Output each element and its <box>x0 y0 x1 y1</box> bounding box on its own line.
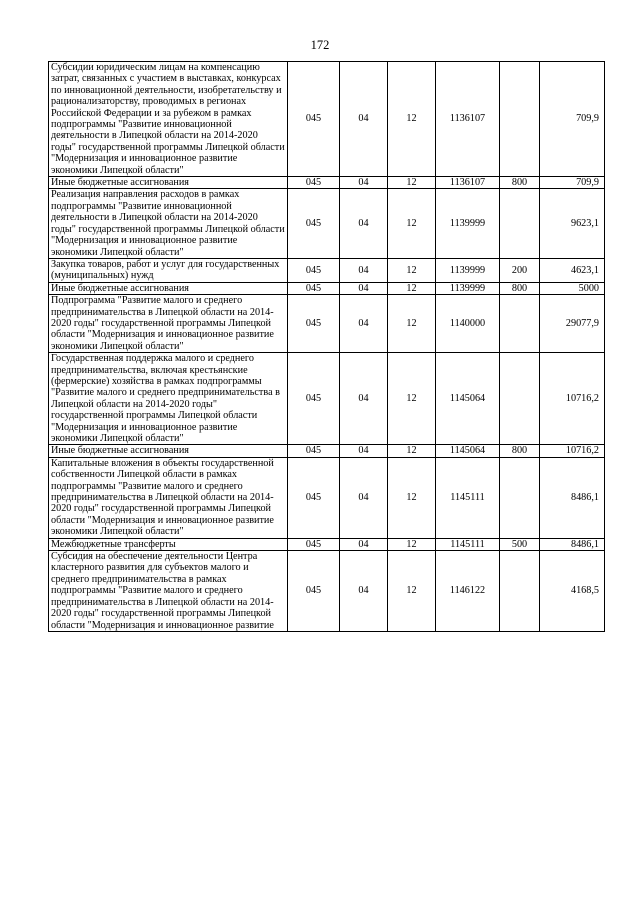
section-code: 04 <box>340 258 388 282</box>
target-article-code: 1136107 <box>436 62 500 177</box>
subsection-code: 12 <box>388 282 436 294</box>
section-code: 04 <box>340 282 388 294</box>
table-row <box>49 445 605 457</box>
subsection-code: 12 <box>388 445 436 457</box>
table-row <box>49 258 605 282</box>
ministry-code: 045 <box>288 282 340 294</box>
subsection-code: 12 <box>388 189 436 258</box>
section-code: 04 <box>340 551 388 632</box>
row-name: Иные бюджетные ассигнования <box>49 177 288 189</box>
subsection-code: 12 <box>388 538 436 550</box>
section-code: 04 <box>340 353 388 445</box>
expense-type-code: 800 <box>500 445 540 457</box>
section-code: 04 <box>340 445 388 457</box>
subsection-code: 12 <box>388 62 436 177</box>
expense-type-code <box>500 62 540 177</box>
subsection-code: 12 <box>388 457 436 538</box>
target-article-code: 1139999 <box>436 282 500 294</box>
ministry-code: 045 <box>288 445 340 457</box>
row-name: Межбюджетные трансферты <box>49 538 288 550</box>
ministry-code: 045 <box>288 353 340 445</box>
budget-table <box>48 61 605 632</box>
section-code: 04 <box>340 189 388 258</box>
expense-type-code <box>500 189 540 258</box>
row-name: Подпрограмма "Развитие малого и среднего предпринимательства в Липецкой области на 2014-2020 годы" государственной программы Липецкой области "Модернизация и инновационное развитие экономики Липецкой области" <box>49 295 288 353</box>
ministry-code: 045 <box>288 295 340 353</box>
expense-type-code: 800 <box>500 282 540 294</box>
subsection-code: 12 <box>388 353 436 445</box>
target-article-code: 1140000 <box>436 295 500 353</box>
subsection-code: 12 <box>388 258 436 282</box>
amount: 4623,1 <box>540 258 605 282</box>
amount: 10716,2 <box>540 353 605 445</box>
table-row <box>49 282 605 294</box>
expense-type-code <box>500 551 540 632</box>
amount: 709,9 <box>540 62 605 177</box>
subsection-code: 12 <box>388 551 436 632</box>
expense-type-code: 800 <box>500 177 540 189</box>
target-article-code: 1145111 <box>436 538 500 550</box>
table-row <box>49 295 605 353</box>
expense-type-code <box>500 353 540 445</box>
amount: 8486,1 <box>540 457 605 538</box>
ministry-code: 045 <box>288 457 340 538</box>
ministry-code: 045 <box>288 258 340 282</box>
row-name: Государственная поддержка малого и среднего предпринимательства, включая крестьянские (фермерские) хозяйства в рамках подпрограммы "Развитие малого и среднего предпринимательства в Липецкой области на 2014-2020 годы" государственной программы Липецкой области "Модернизация и инновационное развитие экономики Липецкой области" <box>49 353 288 445</box>
table-row <box>49 189 605 258</box>
page-number: 172 <box>310 38 330 52</box>
expense-type-code: 500 <box>500 538 540 550</box>
amount: 9623,1 <box>540 189 605 258</box>
subsection-code: 12 <box>388 177 436 189</box>
row-name: Закупка товаров, работ и услуг для государственных (муниципальных) нужд <box>49 258 288 282</box>
expense-type-code: 200 <box>500 258 540 282</box>
ministry-code: 045 <box>288 551 340 632</box>
section-code: 04 <box>340 457 388 538</box>
expense-type-code <box>500 457 540 538</box>
ministry-code: 045 <box>288 177 340 189</box>
table-row <box>49 457 605 538</box>
row-name: Капитальные вложения в объекты государственной собственности Липецкой области в рамках подпрограммы "Развитие малого и среднего предпринимательства в Липецкой области на 2014-2020 годы" государственной программы Липецкой области "Модернизация и инновационное развитие экономики Липецкой области" <box>49 457 288 538</box>
row-name: Субсидии юридическим лицам на компенсацию затрат, связанных с участием в выставках, конкурсах по инновационной деятельности, изобретательству и рационализаторству, проводимых в регионах Российской Федерации и за рубежом в рамках подпрограммы "Развитие инновационной деятельности в Липецкой области на 2014-2020 годы" государственной программы Липецкой области "Модернизация и инновационное развитие экономики Липецкой области" <box>49 62 288 177</box>
target-article-code: 1145064 <box>436 353 500 445</box>
amount: 8486,1 <box>540 538 605 550</box>
amount: 10716,2 <box>540 445 605 457</box>
amount: 29077,9 <box>540 295 605 353</box>
table-row <box>49 353 605 445</box>
target-article-code: 1139999 <box>436 258 500 282</box>
amount: 4168,5 <box>540 551 605 632</box>
section-code: 04 <box>340 62 388 177</box>
ministry-code: 045 <box>288 538 340 550</box>
target-article-code: 1145064 <box>436 445 500 457</box>
table-row <box>49 551 605 632</box>
row-name: Субсидия на обеспечение деятельности Центра кластерного развития для субъектов малого и среднего предпринимательства в рамках подпрограммы "Развитие малого и среднего предпринимательства в Липецкой области на 2014-2020 годы" государственной программы Липецкой области "Модернизация и инновационное развитие <box>49 551 288 632</box>
ministry-code: 045 <box>288 62 340 177</box>
section-code: 04 <box>340 177 388 189</box>
target-article-code: 1139999 <box>436 189 500 258</box>
amount: 5000 <box>540 282 605 294</box>
budget-table-body <box>49 62 605 632</box>
subsection-code: 12 <box>388 295 436 353</box>
target-article-code: 1146122 <box>436 551 500 632</box>
table-row <box>49 177 605 189</box>
row-name: Иные бюджетные ассигнования <box>49 445 288 457</box>
row-name: Иные бюджетные ассигнования <box>49 282 288 294</box>
expense-type-code <box>500 295 540 353</box>
table-row <box>49 62 605 177</box>
section-code: 04 <box>340 538 388 550</box>
row-name: Реализация направления расходов в рамках подпрограммы "Развитие инновационной деятельности в Липецкой области на 2014-2020 годы" государственной программы Липецкой области "Модернизация и инновационное развитие экономики Липецкой области" <box>49 189 288 258</box>
table-row <box>49 538 605 550</box>
target-article-code: 1145111 <box>436 457 500 538</box>
target-article-code: 1136107 <box>436 177 500 189</box>
amount: 709,9 <box>540 177 605 189</box>
section-code: 04 <box>340 295 388 353</box>
ministry-code: 045 <box>288 189 340 258</box>
